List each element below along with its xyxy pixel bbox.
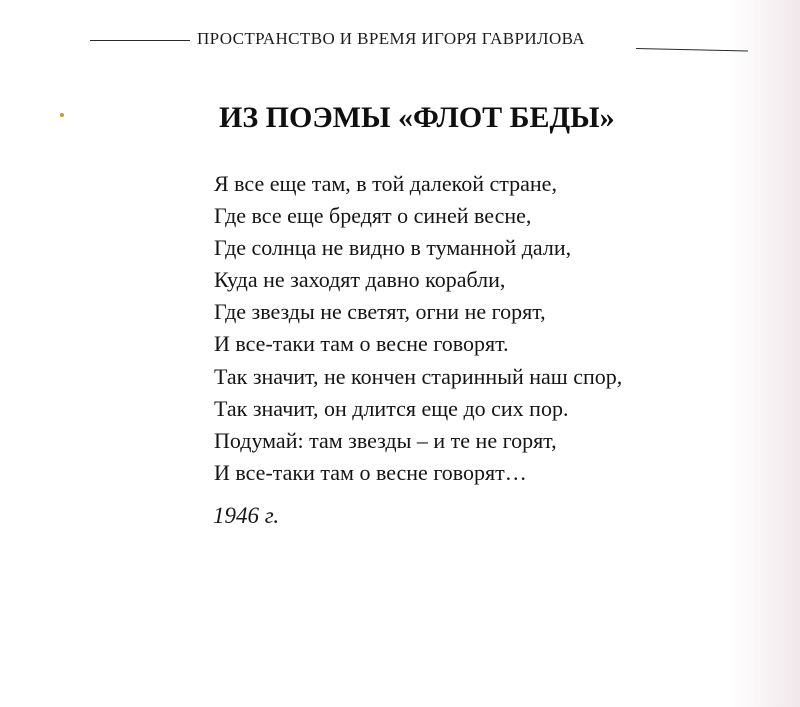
poem-line: Подумай: там звезды – и те не горят, xyxy=(214,427,557,453)
scan-speck xyxy=(60,113,64,117)
running-header: ПРОСТРАНСТВО И ВРЕМЯ ИГОРЯ ГАВРИЛОВА xyxy=(197,29,585,48)
header-rule-right xyxy=(636,48,748,52)
poem-date: 1946 г. xyxy=(213,503,280,528)
poem-text xyxy=(214,168,622,489)
header-rule-left xyxy=(90,40,190,41)
poem-line: Так значит, не кончен старинный наш спор, xyxy=(214,363,623,389)
poem-title: ИЗ ПОЭМЫ «ФЛОТ БЕДЫ» xyxy=(219,101,615,134)
poem-line: Я все еще там, в той далекой стране, xyxy=(214,171,557,196)
poem-line: Где звезды не светят, огни не горят, xyxy=(214,299,546,325)
poem-line: Где все еще бредят о синей весне, xyxy=(214,203,532,229)
poem-line: Куда не заходят давно корабли, xyxy=(214,267,506,293)
poem-line: И все-таки там о весне говорят… xyxy=(214,459,527,485)
poem-line: Где солнца не видно в туманной дали, xyxy=(214,235,572,261)
poem-line: И все-таки там о весне говорят. xyxy=(214,331,509,357)
poem-line: Так значит, он длится еще до сих пор. xyxy=(214,395,569,421)
